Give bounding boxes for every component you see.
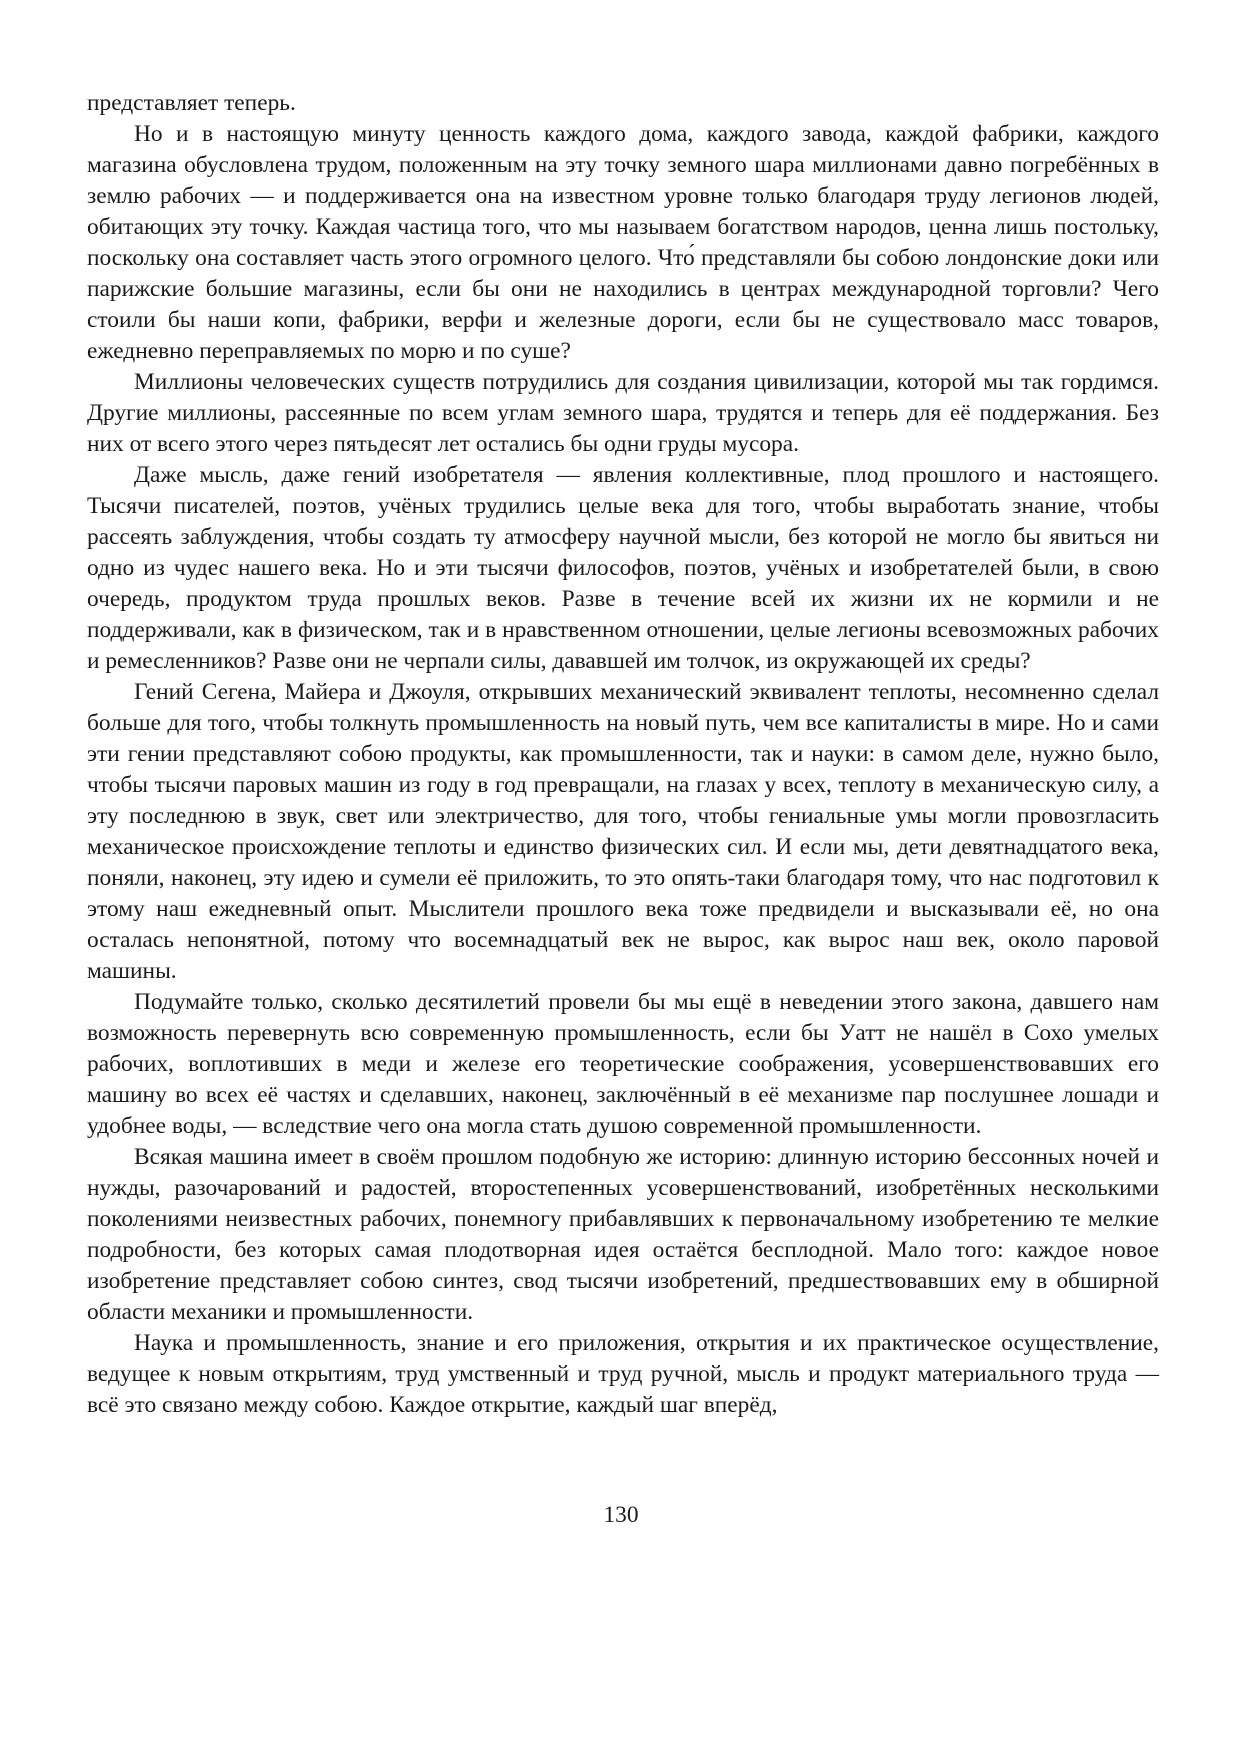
paragraph-continuation: представляет теперь.	[87, 90, 296, 116]
paragraph: Но и в настоящую минуту ценность каждого дома, каждого завода, каждой фабрики, каждого магазина обусловлена трудом, положенным на эту точку земного шара миллионами давно погребённых в землю рабочих — и поддерживается она на известном уровне только благодаря труду легионов людей, обитающих эту точку. Каждая частица того, что мы называем богатством народов, ценна лишь постольку, поскольку она составляет часть этого огромного целого. Что́ представляли бы собою лондонские доки или парижские большие магазины, если бы они не находились в центрах международной торговли? Чего стоили бы наши копи, фабрики, верфи и железные дороги, если бы не существовало масс товаров, ежедневно переправляемых по морю и по суше?	[87, 121, 1159, 364]
paragraph: Миллионы человеческих существ потрудились для создания цивилизации, которой мы так гордимся. Другие миллионы, рассеянные по всем углам земного шара, трудятся и теперь для её поддержания. Без них от всего этого через пятьдесят лет остались бы одни груды мусора.	[87, 369, 1159, 457]
paragraph: Наука и промышленность, знание и его приложения, открытия и их практическое осуществление, ведущее к новым открытиям, труд умственный и труд ручной, мысль и продукт материального труда — всё это связано между собою. Каждое открытие, каждый шаг вперёд,	[87, 1330, 1159, 1418]
paragraph: Гений Сегена, Майера и Джоуля, открывших механический эквивалент теплоты, несомненно сделал больше для того, чтобы толкнуть промышленность на новый путь, чем все капиталисты в мире. Но и сами эти гении представляют собою продукты, как промышленности, так и науки: в самом деле, нужно было, чтобы тысячи паровых машин из году в год превращали, на глазах у всех, теплоту в механическую силу, а эту последнюю в звук, свет или электричество, для того, чтобы гениальные умы могли провозгласить механическое происхождение теплоты и единство физических сил. И если мы, дети девятнадцатого века, поняли, наконец, эту идею и сумели её приложить, то это опять-таки благодаря тому, что нас подготовил к этому наш ежедневный опыт. Мыслители прошлого века тоже предвидели и высказывали её, но она осталась непонятной, потому что восемнадцатый век не вырос, как вырос наш век, около паровой машины.	[87, 679, 1159, 984]
paragraph: Всякая машина имеет в своём прошлом подобную же историю: длинную историю бессонных ночей и нужды, разочарований и радостей, второстепенных усовершенствований, изобретённых несколькими поколениями неизвестных рабочих, понемногу прибавлявших к первоначальному изобретению те мелкие подробности, без которых самая плодотворная идея остаётся бесплодной. Мало того: каждое новое изобретение представляет собою синтез, свод тысячи изобретений, предшествовавших ему в обширной области механики и промышленности.	[87, 1144, 1159, 1325]
paragraph: Даже мысль, даже гений изобретателя — явления коллективные, плод прошлого и настоящего. Тысячи писателей, поэтов, учёных трудились целые века для того, чтобы выработать знание, чтобы рассеять заблуждения, чтобы создать ту атмосферу научной мысли, без которой не могло бы явиться ни одно из чудес нашего века. Но и эти тысячи философов, поэтов, учёных и изобретателей были, в свою очередь, продуктом труда прошлых веков. Разве в течение всей их жизни их не кормили и не поддерживали, как в физическом, так и в нравственном отношении, целые легионы всевозможных рабочих и ремесленников? Разве они не черпали силы, дававшей им толчок, из окружающей их среды?	[87, 462, 1159, 674]
paragraph: Подумайте только, сколько десятилетий провели бы мы ещё в неведении этого закона, давшего нам возможность перевернуть всю современную промышленность, если бы Уатт не нашёл в Сохо умелых рабочих, воплотивших в меди и железе его теоретические соображения, усовершенствовавших его машину во всех её частях и сделавших, наконец, заключённый в её механизме пар послушнее лошади и удобнее воды, — вследствие чего она могла стать душою современной промышленности.	[87, 989, 1159, 1139]
body-text	[87, 88, 1159, 1421]
page-number: 130	[603, 1502, 639, 1528]
